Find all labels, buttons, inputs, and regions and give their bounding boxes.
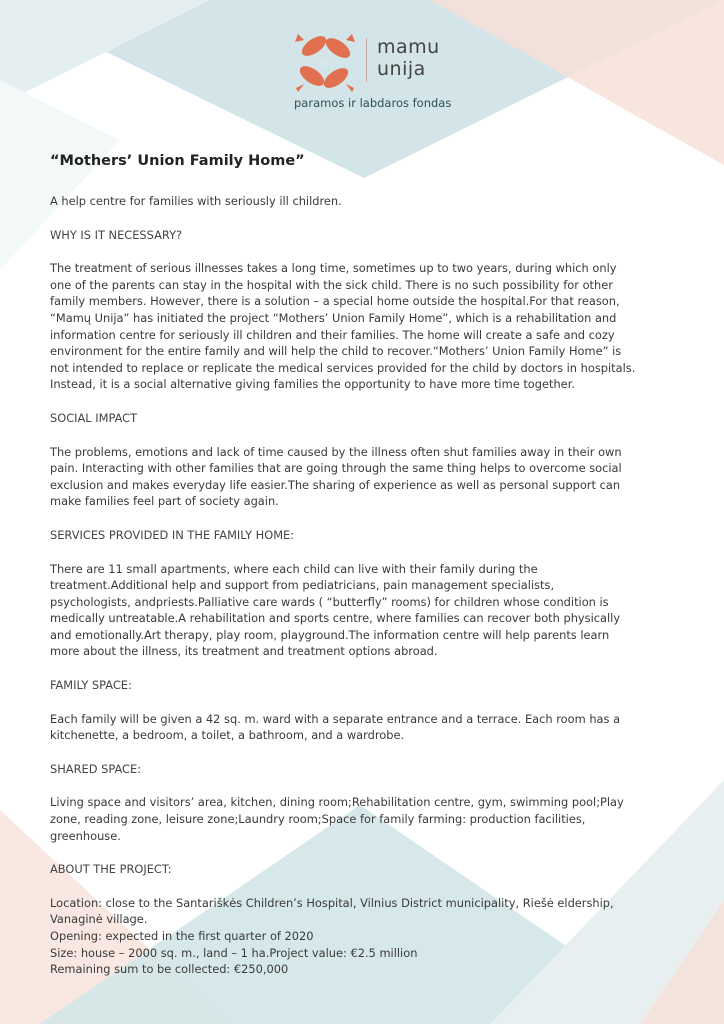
section-paragraph-social-impact: The problems, emotions and lack of time caused by the illness often shut families away in their own pain. Interacting with other families that are going through the same thing helps to overcome social exclusion and makes everyday life easier.The sharing of experience as well as personal support can make families feel part of society again. bbox=[50, 444, 622, 509]
section-paragraph-family-space: Each family will be given a 42 sq. m. ward with a separate entrance and a terrace. Each room has a kitchenette, a bedroom, a toilet, a bathroom, and a wardrobe. bbox=[50, 711, 621, 743]
section-heading-social-impact: SOCIAL IMPACT bbox=[50, 410, 138, 425]
document-title: “Mothers’ Union Family Home” bbox=[50, 153, 305, 169]
logo-tagline: paramos ir labdaros fondas bbox=[294, 96, 452, 110]
section-paragraph-services: There are 11 small apartments, where each child can live with their family during the treatment.Additional help and support from pediatricians, pain management specialists, psychologists, andpriests.Palliative care wards ( “butterfly” rooms) for children whose condition is medically untreatable.A rehabilitation and sports centre, where families can recover both physically and emotionally.Art therapy, play room, playground.The information centre will help parents learn more about the illness, its treatment and treatment options abroad. bbox=[50, 561, 621, 659]
logo-divider bbox=[366, 38, 367, 82]
project-fact-location: Location: close to the Santariškės Children’s Hospital, Vilnius District municipality, Riešė eldership, Vanaginė village. bbox=[50, 895, 614, 927]
project-fact-remaining-sum: Remaining sum to be collected: €250,000 bbox=[50, 962, 289, 977]
section-heading-family-space: FAMILY SPACE: bbox=[50, 678, 132, 693]
section-heading-services: SERVICES PROVIDED IN THE FAMILY HOME: bbox=[50, 527, 295, 542]
project-fact-size-value: Size: house – 2000 sq. m., land – 1 ha.Project value: €2.5 million bbox=[50, 945, 418, 960]
section-paragraph-shared-space: Living space and visitors’ area, kitchen, dining room;Rehabilitation centre, gym, swimming pool;Play zone, reading zone, leisure zone;Laundry room;Space for family farming: production facilities, greenhouse. bbox=[50, 795, 624, 843]
project-fact-opening: Opening: expected in the first quarter of 2020 bbox=[50, 929, 314, 943]
logo-name-line1: mamu bbox=[377, 36, 440, 58]
project-facts bbox=[50, 895, 636, 978]
section-paragraph-why: The treatment of serious illnesses takes a long time, sometimes up to two years, during which only one of the parents can stay in the hospital with the sick child. There is no such possibility for other family members. However, there is a solution – a special home outside the hospital.For that reason, “Mamų Unija” has initiated the project “Mothers’ Union Family Home”, which is a rehabilitation and information centre for seriously ill children and their families. The home will create a safe and cozy environment for the entire family and will help the child to recover.“Mothers’ Union Family Home” is not intended to replace or replicate the medical services provided for the child by doctors in hospitals. Instead, it is a social alternative giving families the opportunity to have more time together. bbox=[50, 261, 636, 392]
section-heading-about-project: ABOUT THE PROJECT: bbox=[50, 862, 172, 877]
fish-logo-icon bbox=[292, 30, 358, 94]
section-heading-shared-space: SHARED SPACE: bbox=[50, 761, 142, 776]
logo-name-line2: unija bbox=[377, 58, 426, 80]
document-body bbox=[50, 152, 636, 978]
intro-text: A help centre for families with seriously ill children. bbox=[50, 194, 342, 208]
section-heading-why: WHY IS IT NECESSARY? bbox=[50, 227, 183, 242]
